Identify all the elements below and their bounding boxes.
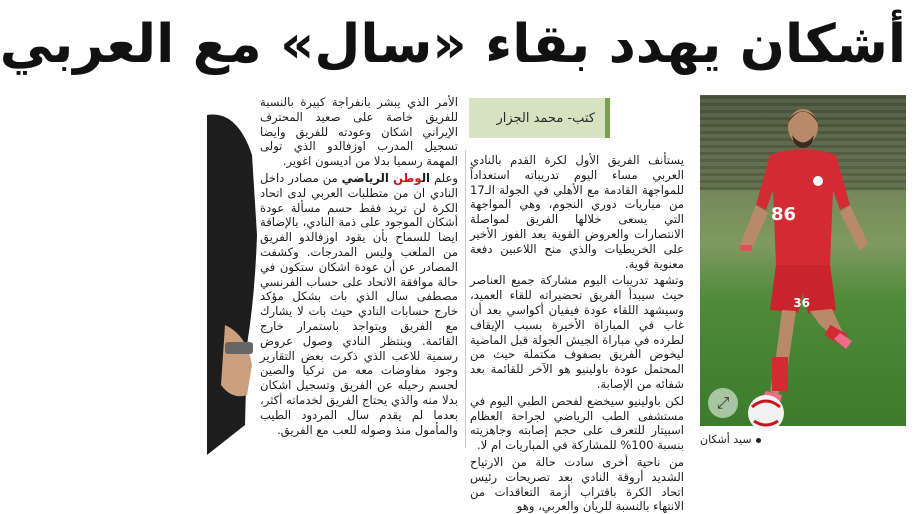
article-photo[interactable] — [700, 95, 906, 426]
byline-text: كتب- محمد الجزار — [496, 110, 595, 126]
left-column-text: من مصادر داخل النادي ان من متطلبات العربي لدى اتحاد الكرة لن تريد فقط حسم مسألة عودة أشكان الموجود على ذمة النادي، بالإضافة ايضا للسماح بأن يقود اوزفالدو الفريق من الملعب وليس المدرجات. وكشفت المصادر عن أن عودة اشكان ستكون في حالة موافقة الاتحاد على حساب الفرنسي مصطفى سال الذي بات بشكل مؤكد خارج حسابات النادي حيث بات لا يشارك مع الفريق ويتواجد باستمرار خارج القائمة. وينتظر النادي وصول عروض رسمية للاعب الذي ذكرت بعض التقارير وجود مفاوضات معه من تركيا والصين لحسم رحيله عن الفريق وتسجيل اشكان بدلا منه والذي يحتاج الفريق لخدماته أكثر، بعدما لم يقدم سال المردود الطيب والمأمول منذ وصوله للعب مع الفريق. — [260, 170, 458, 437]
photo-person-edge — [207, 95, 257, 455]
middle-paragraph-3: لكن باولينيو سيخضع لفحص الطبي اليوم في مستشفى الطب الرياضي لجراحة العظام اسبيتار للتعرف على حجم إصابته وجاهزيته بنسبة 100% للمشاركة في المباريات ام لا. — [470, 393, 684, 453]
newspaper-source-name: الوطن الرياضي — [341, 170, 431, 185]
article-left-column — [260, 95, 458, 450]
middle-paragraph-2: وتشهد تدريبات اليوم مشاركة جميع العناصر حيث سيبدأ الفريق تحضيراته للقاء العميد، وسيشهد اللقاء عودة فيفيان أكواسي بعد أن غاب في المباراة الأخيرة بسبب الإيقاف لطرده في مباراة الجيش الجولة قبل الماضية ليخوض الفريق بصفوف مكتملة حيث من المحتمل عودة باولينيو هو الآخر للقائمة بعد شفائه من الإصابة. — [470, 273, 684, 391]
middle-paragraph-4: من ناحية أخرى سادت حالة من الارتياح الشديد أروقة النادي بعد تصريحات رئيس اتحاد الكرة باقتراب أزمة التعاقدات من الانتهاء بالنسبة للريان والعربي، وهو — [470, 454, 684, 514]
photo-caption — [700, 432, 906, 448]
expand-icon[interactable]: ⤢ — [708, 388, 738, 418]
photo-caption-text: سيد أشكان — [700, 433, 752, 446]
column-divider — [465, 150, 466, 448]
svg-text:36: 36 — [793, 296, 810, 310]
byline-box — [469, 98, 610, 138]
left-column-body — [260, 171, 458, 437]
article-middle-column — [470, 153, 684, 514]
left-column-intro: الأمر الذي يبشر بانفراجة كبيرة بالنسبة للفريق خاصة على صعيد المحترف الإيراني اشكان وعودته للفريق وايضا تسجيل المدرب اوزفالدو الذي تولى المهمة رسميا بدلا من اديسون اغوير. — [260, 95, 458, 169]
caption-bullet-icon — [756, 438, 761, 443]
middle-paragraph-1: يستأنف الفريق الأول لكرة القدم بالنادي العربي مساء اليوم تدريباته استعداداً للمواجهة القادمة مع الأهلي في الجولة الـ17 من مباريات دوري النجوم، وهي المواجهة التي يسعى خلالها الفريق لمواصلة الانتصارات والعروض القوية بعد الفوز الأخير على الخريطيات والذي منح اللاعبين دفعة معنوية قوية. — [470, 153, 684, 271]
left-column-lead: وعلم — [433, 170, 459, 185]
article-headline: أشكان يهدد بقاء «سال» مع العربي — [0, 14, 906, 75]
svg-text:86: 86 — [770, 204, 796, 225]
photo-football-player — [700, 95, 906, 426]
